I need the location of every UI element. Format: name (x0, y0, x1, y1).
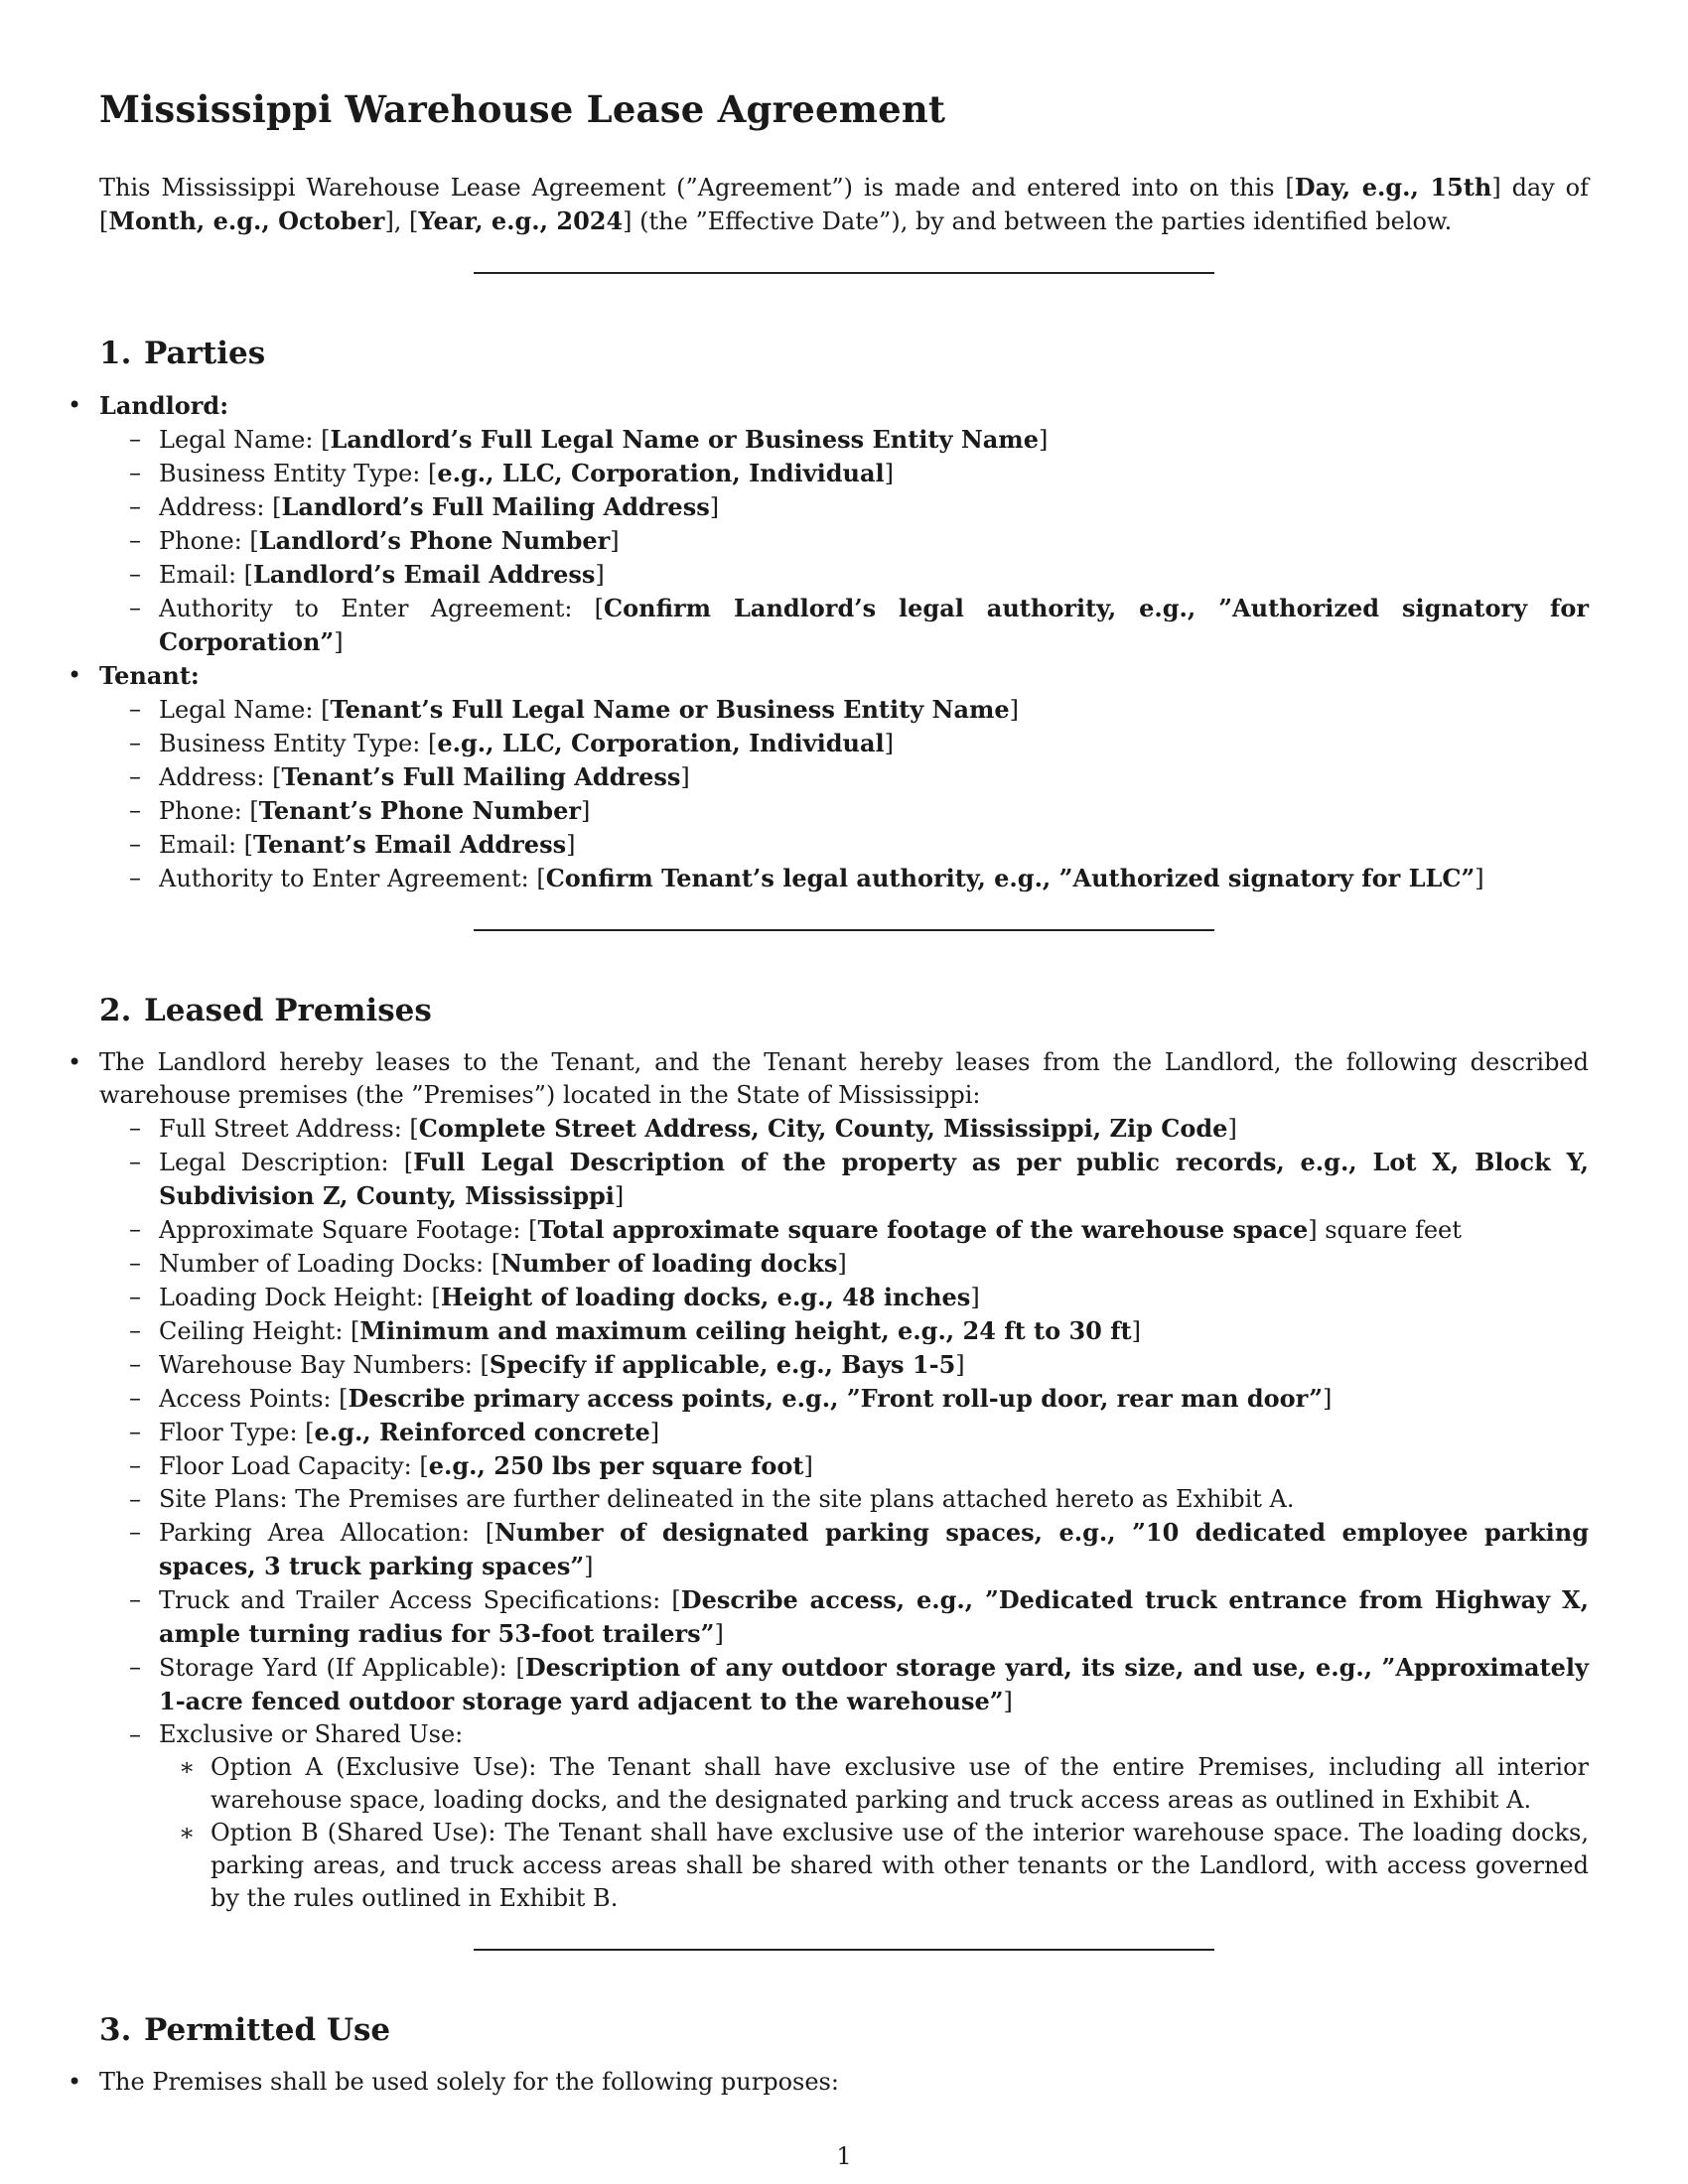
premises-field: – Full Street Address: [Complete Street Address, City, County, Mississippi, Zip Code] (129, 1114, 1237, 1143)
page-number: 1 (836, 2142, 852, 2170)
site-plans-list (30, 1483, 1589, 1516)
option-a-item: ∗ Option A (Exclusive Use): The Tenant shall have exclusive use of the entire Premises, including all interior warehouse space, loading docks, and the designated parking and truck access areas as outlined in Exhibit A. (179, 1753, 1589, 1814)
premises-details-2 (30, 1516, 1589, 1718)
section-divider (474, 272, 1214, 274)
field-placeholder: Description of any outdoor storage yard, its size, and use, e.g., ”Approximately 1-acre fenced outdoor storage yard adjacent to the warehouse” (159, 1653, 1589, 1715)
field-placeholder: Number of loading docks (500, 1249, 838, 1278)
dash-icon: – (129, 492, 141, 520)
dash-icon: – (129, 1249, 141, 1277)
landlord-field: – Legal Name: [Landlord’s Full Legal Name or Business Entity Name] (129, 425, 1049, 454)
parties-list (68, 389, 1590, 895)
tenant-field: – Address: [Tenant’s Full Mailing Address] (129, 762, 690, 791)
dash-icon: – (129, 1653, 141, 1681)
premises-field: – Parking Area Allocation: [Number of designated parking spaces, e.g., ”10 dedicated employee parking spaces, 3 truck parking spaces”] (129, 1518, 1589, 1580)
premises-field: – Legal Description: [Full Legal Description of the property as per public records, e.g., Lot X, Block Y, Subdivision Z, County, Mississippi] (129, 1148, 1589, 1210)
field-placeholder: e.g., LLC, Corporation, Individual (437, 729, 885, 757)
landlord-field: – Phone: [Landlord’s Phone Number] (129, 526, 620, 555)
year-placeholder: Year, e.g., 2024 (418, 206, 624, 235)
landlord-field: – Business Entity Type: [e.g., LLC, Corporation, Individual] (129, 459, 894, 487)
section-divider (474, 929, 1214, 931)
dash-icon: – (129, 830, 141, 858)
dash-icon: – (129, 560, 141, 588)
premises-field: – Floor Type: [e.g., Reinforced concrete] (129, 1418, 660, 1446)
field-placeholder: Landlord’s Phone Number (258, 526, 611, 555)
asterisk-icon: ∗ (179, 1753, 196, 1781)
intro-paragraph: This Mississippi Warehouse Lease Agreement (”Agreement”) is made and entered into on this [Day, e.g., 15th] day of [Month, e.g., October], [Year, e.g., 2024] (the ”Effective Date”), by and between the parties identified below. (99, 173, 1589, 235)
tenant-item: • Tenant: – Legal Name: [Tenant’s Full Legal Name or Business Entity Name] – Business Entity Type: [e.g., LLC, Corporation, Individual] – Address: [Tenant’s Full Mailing Address] – Phone: [Tenant’s Phone Number] – Email: [Tenant’s Email Address] – Authority to Enter Agreement: [Confirm Tenant’s legal authority, e.g., ”Authorized signatory for LLC”] (30, 659, 1589, 895)
premises-field: – Number of Loading Docks: [Number of loading docks] (129, 1249, 847, 1278)
bullet-icon: • (68, 1048, 82, 1076)
dash-icon: – (129, 1485, 141, 1513)
premises-field: – Warehouse Bay Numbers: [Specify if applicable, e.g., Bays 1-5] (129, 1350, 965, 1379)
tenant-details (30, 693, 1589, 895)
tenant-field: – Phone: [Tenant’s Phone Number] (129, 796, 591, 825)
field-placeholder: Tenant’s Phone Number (258, 796, 581, 825)
field-placeholder: Landlord’s Full Mailing Address (281, 492, 710, 521)
dash-icon: – (129, 864, 141, 891)
premises-field: – Ceiling Height: [Minimum and maximum ceiling height, e.g., 24 ft to 30 ft] (129, 1316, 1142, 1345)
dash-icon: – (129, 1215, 141, 1243)
bullet-icon: • (68, 661, 82, 689)
bullet-icon: • (68, 391, 82, 419)
premises-field: – Floor Load Capacity: [e.g., 250 lbs per square foot] (129, 1451, 813, 1480)
dash-icon: – (129, 1148, 141, 1175)
asterisk-icon: ∗ (179, 1819, 196, 1846)
tenant-field: – Business Entity Type: [e.g., LLC, Corporation, Individual] (129, 729, 894, 757)
dash-icon: – (129, 425, 141, 453)
document-title: Mississippi Warehouse Lease Agreement (99, 87, 946, 131)
field-placeholder: Total approximate square footage of the warehouse space (537, 1215, 1309, 1244)
field-placeholder: Tenant’s Email Address (253, 830, 567, 859)
day-placeholder: Day, e.g., 15th (1294, 173, 1492, 202)
dash-icon: – (129, 1518, 141, 1546)
field-placeholder: e.g., 250 lbs per square foot (428, 1451, 804, 1480)
premises-field: – Storage Yard (If Applicable): [Description of any outdoor storage yard, its size, and use, e.g., ”Approximately 1-acre fenced outdoor storage yard adjacent to the warehouse”] (129, 1653, 1589, 1715)
section-divider (474, 1949, 1214, 1951)
tenant-field: – Email: [Tenant’s Email Address] (129, 830, 576, 859)
dash-icon: – (129, 1451, 141, 1479)
site-plans-item: – Site Plans: The Premises are further delineated in the site plans attached hereto as Exhibit A. (30, 1483, 1589, 1516)
dash-icon: – (129, 1384, 141, 1412)
permitted-use-list (68, 2066, 1589, 2099)
dash-icon: – (129, 1350, 141, 1378)
dash-icon: – (129, 796, 141, 824)
field-placeholder: Tenant’s Full Mailing Address (281, 762, 681, 791)
document-page (68, 79, 1590, 2099)
option-b-item: ∗ Option B (Shared Use): The Tenant shall have exclusive use of the interior warehouse space. The loading docks, parking areas, and truck access areas shall be shared with other tenants or the Landlord, with access governed by the rules outlined in Exhibit B. (179, 1819, 1589, 1912)
field-placeholder: Tenant’s Full Legal Name or Business Entity Name (330, 695, 1010, 724)
landlord-item: • Landlord: – Legal Name: [Landlord’s Full Legal Name or Business Entity Name] – Business Entity Type: [e.g., LLC, Corporation, Individual] – Address: [Landlord’s Full Mailing Address] – Phone: [Landlord’s Phone Number] – Email: [Landlord’s Email Address] – Authority to Enter Agreement: [Confirm Landlord’s legal authority, e.g., ”Authorized signatory for Corporation”] (30, 389, 1589, 659)
premises-field: – Truck and Trailer Access Specifications: [Describe access, e.g., ”Dedicated truck entrance from Highway X, ample turning radius for 53-foot trailers”] (129, 1585, 1590, 1648)
field-placeholder: Minimum and maximum ceiling height, e.g., 24 ft to 30 ft (359, 1316, 1132, 1345)
premises-list (68, 1046, 1590, 1915)
tenant-field: – Authority to Enter Agreement: [Confirm Tenant’s legal authority, e.g., ”Authorized signatory for LLC”] (129, 864, 1484, 892)
section-heading-leased-premises: 2. Leased Premises (99, 993, 432, 1028)
section-heading-parties: 1. Parties (99, 336, 266, 371)
dash-icon: – (129, 695, 141, 723)
section-heading-permitted-use: 3. Permitted Use (99, 2012, 391, 2048)
field-placeholder: e.g., Reinforced concrete (314, 1418, 650, 1446)
landlord-field: – Email: [Landlord’s Email Address] (129, 560, 605, 589)
bullet-icon: • (68, 2068, 82, 2096)
dash-icon: – (129, 1720, 141, 1748)
premises-field: – Approximate Square Footage: [Total approximate square footage of the warehouse space] square feet (129, 1215, 1462, 1244)
premises-details (30, 1112, 1589, 1483)
dash-icon: – (129, 594, 141, 621)
tenant-field: – Legal Name: [Tenant’s Full Legal Name or Business Entity Name] (129, 695, 1020, 724)
field-placeholder: e.g., LLC, Corporation, Individual (437, 459, 885, 487)
field-placeholder: Describe primary access points, e.g., ”Front roll-up door, rear man door” (348, 1384, 1323, 1413)
use-options (30, 1751, 1589, 1915)
field-placeholder: Confirm Tenant’s legal authority, e.g., ”Authorized signatory for LLC” (545, 864, 1476, 892)
field-placeholder: Number of designated parking spaces, e.g., ”10 dedicated employee parking spaces, 3 truck parking spaces” (159, 1518, 1589, 1580)
field-placeholder: Height of loading docks, e.g., 48 inches (440, 1283, 971, 1311)
use-list (30, 1718, 1589, 1915)
field-placeholder: Landlord’s Full Legal Name or Business Entity Name (330, 425, 1039, 454)
landlord-field: – Authority to Enter Agreement: [Confirm Landlord’s legal authority, e.g., ”Authorized signatory for Corporation”] (129, 594, 1590, 656)
premises-field: – Access Points: [Describe primary access points, e.g., ”Front roll-up door, rear man door”] (129, 1384, 1333, 1413)
dash-icon: – (129, 762, 141, 790)
dash-icon: – (129, 729, 141, 756)
field-placeholder: Confirm Landlord’s legal authority, e.g., ”Authorized signatory for Corporation” (159, 594, 1590, 656)
dash-icon: – (129, 1283, 141, 1310)
field-placeholder: Landlord’s Email Address (253, 560, 596, 589)
field-placeholder: Complete Street Address, City, County, Mississippi, Zip Code (418, 1114, 1228, 1143)
dash-icon: – (129, 1114, 141, 1142)
month-placeholder: Month, e.g., October (108, 206, 385, 235)
dash-icon: – (129, 526, 141, 554)
dash-icon: – (129, 1418, 141, 1445)
field-placeholder: Specify if applicable, e.g., Bays 1-5 (489, 1350, 956, 1379)
dash-icon: – (129, 459, 141, 486)
dash-icon: – (129, 1316, 141, 1344)
field-placeholder: Describe access, e.g., ”Dedicated truck entrance from Highway X, ample turning radius for 53-foot trailers” (159, 1585, 1590, 1648)
premises-lead-item: • The Landlord hereby leases to the Tenant, and the Tenant hereby leases from the Landlord, the following described warehouse premises (the ”Premises”) located in the State of Mississippi: – Full Street Address: [Complete Street Address, City, County, Mississippi, Zip Code] – Legal Description: [Full Legal Description of the property as per public records, e.g., Lot X, Block Y, Subdivision Z, County, Mississippi] – Approximate Square Footage: [Total approximate square footage of the warehouse space] square feet – Number of Loading Docks: [Number of loading docks] – Loading Dock Height: [Height of loading docks, e.g., 48 inches] – Ceiling Height: [Minimum and maximum ceiling height, e.g., 24 ft to 30 ft] – Warehouse Bay Numbers: [Specify if applicable, e.g., Bays 1-5] – Access Points: [Describe primary access points, e.g., ”Front roll-up door, rear man door”] – Floor Type: [e.g., Reinforced concrete] – Floor Load Capacity: [e.g., 250 lbs per square foot] – Site Plans: The Premises are further delineated in the site plans attached hereto as Exhibit A. – Parking Area Allocation: [Number of designated parking spaces, e.g., ”10 dedicated employee parking spaces, 3 truck parking spaces”] – Truck and Trailer Access Specifications: [Describe access, e.g., ”Dedicated truck entrance from Highway X, ample turning radius for 53-foot trailers”] – Storage Yard (If Applicable): [Description of any outdoor storage yard, its size, and use, e.g., ”Approximately 1-acre fenced outdoor storage yard adjacent to the warehouse”] – Exclusive or Shared Use: ∗ Option A (Exclusive Use): The Tenant shall have exclusive use of the entire Premises, including all interior warehouse space, loading docks, and the designated parking and truck access areas as outlined in Exhibit A. ∗ Option B (Shared Use): The Tenant shall have exclusive use of the interior warehouse space. The loading docks, parking areas, and truck access areas shall be shared with other tenants or the Landlord, with access governed by the rules outlined in Exhibit B. (30, 1046, 1589, 1915)
permitted-use-item: • The Premises shall be used solely for the following purposes: (30, 2066, 1589, 2099)
dash-icon: – (129, 1585, 141, 1613)
landlord-field: – Address: [Landlord’s Full Mailing Address] (129, 492, 720, 521)
field-placeholder: Full Legal Description of the property as per public records, e.g., Lot X, Block Y, Subdivision Z, County, Mississippi (159, 1148, 1589, 1210)
landlord-details (30, 423, 1589, 659)
premises-field: – Loading Dock Height: [Height of loading docks, e.g., 48 inches] (129, 1283, 980, 1311)
exclusive-shared-item: – Exclusive or Shared Use: ∗ Option A (Exclusive Use): The Tenant shall have exclusive use of the entire Premises, including all interior warehouse space, loading docks, and the designated parking and truck access areas as outlined in Exhibit A. ∗ Option B (Shared Use): The Tenant shall have exclusive use of the interior warehouse space. The loading docks, parking areas, and truck access areas shall be shared with other tenants or the Landlord, with access governed by the rules outlined in Exhibit B. (30, 1718, 1589, 1915)
